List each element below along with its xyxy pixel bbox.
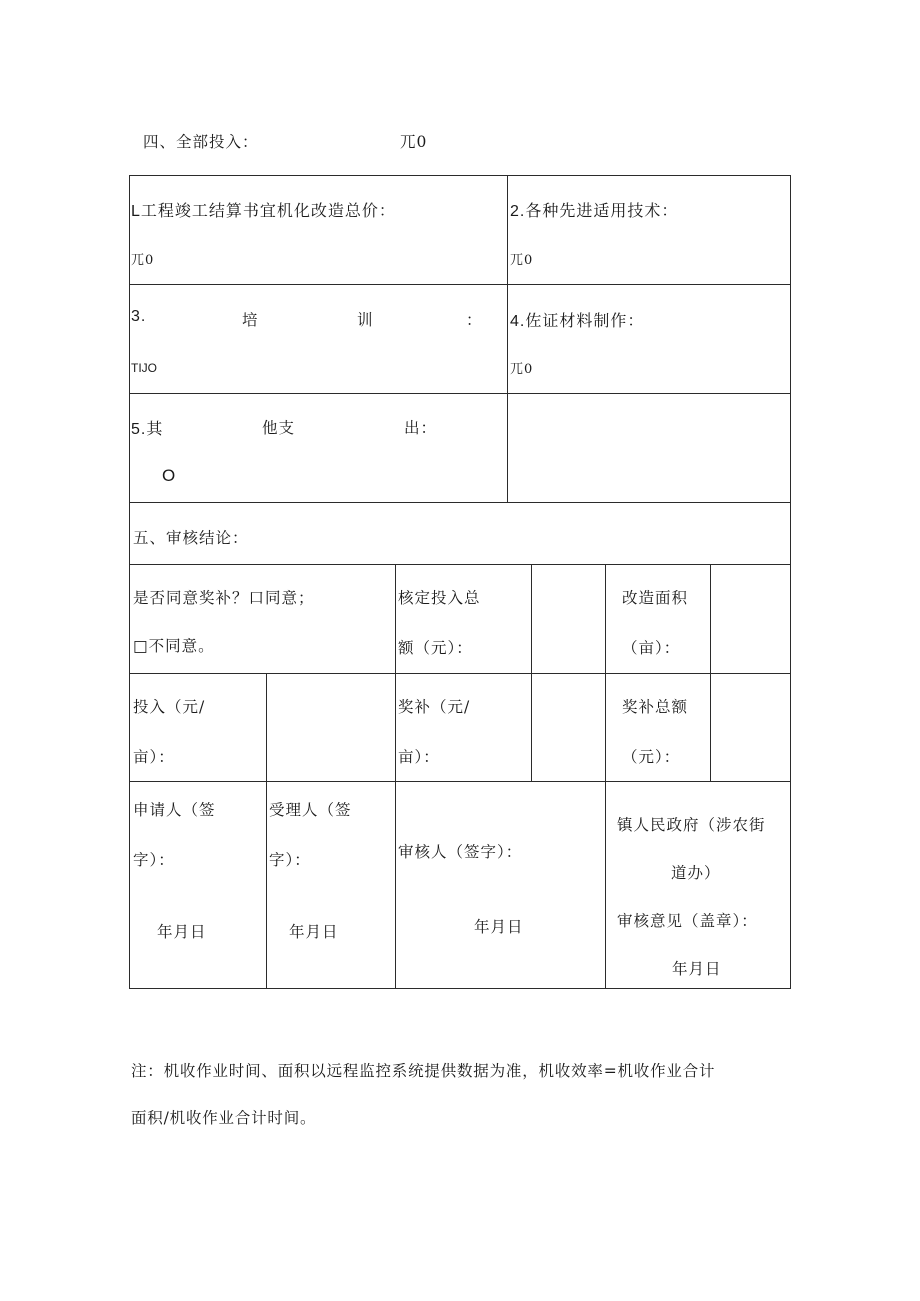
- invest-per-mu-label-1: 投入（元/: [133, 698, 206, 716]
- cost-item-3-number: 3.: [131, 308, 147, 325]
- table-rule: [129, 673, 791, 674]
- cost-item-1-value: 兀0: [131, 253, 155, 268]
- invest-per-mu-label-2: 亩）：: [133, 748, 175, 766]
- gov-opinion-label-1: 镇人民政府（涉农街: [617, 816, 766, 834]
- cost-item-2-value: 兀0: [510, 253, 534, 268]
- table-rule-vertical: [605, 564, 606, 989]
- table-rule-vertical: [710, 564, 711, 782]
- review-section-title: 五、审核结论：: [133, 529, 249, 547]
- agree-question: 是否同意奖补？口同意；: [133, 589, 315, 607]
- table-rule: [129, 781, 791, 782]
- table-rule: [129, 284, 791, 285]
- area-label-1: 改造面积: [622, 589, 689, 607]
- applicant-signature-label-1: 申请人（签: [133, 801, 216, 819]
- cost-item-5-number: 5.其: [131, 421, 164, 438]
- table-border-bottom: [129, 988, 791, 989]
- cost-item-5-char-3: 出：: [404, 419, 438, 437]
- cost-item-5-value: O: [162, 466, 177, 485]
- subsidy-per-mu-label-1: 奖补（元/: [398, 698, 471, 716]
- footnote-line-2: 面积/机收作业合计时间。: [131, 1109, 317, 1127]
- cost-item-1-label: L工程竣工结算书宜机化改造总价：: [131, 203, 396, 220]
- applicant-signature-label-2: 字）：: [133, 851, 175, 869]
- reviewer-signature-label: 审核人（签字）：: [398, 843, 523, 861]
- cost-item-3-char-1: 培: [242, 311, 259, 329]
- subsidy-total-label-2: （元）：: [622, 748, 681, 766]
- receiver-date: 年月日: [289, 923, 339, 941]
- table-rule-vertical: [395, 564, 396, 989]
- approved-total-label-1: 核定投入总: [398, 589, 481, 607]
- cost-item-2-label: 2.各种先进适用技术：: [510, 203, 679, 220]
- table-rule-vertical: [531, 564, 532, 782]
- receiver-signature-label-2: 字）：: [269, 851, 311, 869]
- subsidy-total-label-1: 奖补总额: [622, 698, 689, 716]
- cost-item-3-value: TIJO: [131, 361, 157, 375]
- applicant-date: 年月日: [157, 923, 207, 941]
- subsidy-per-mu-label-2: 亩）：: [398, 748, 440, 766]
- table-border-right: [790, 175, 791, 989]
- table-border-top: [129, 175, 791, 176]
- cost-item-5-char-2: 他支: [262, 419, 296, 437]
- receiver-signature-label-1: 受理人（签: [269, 801, 352, 819]
- cost-item-4-label: 4.佐证材料制作：: [510, 313, 645, 330]
- table-rule: [129, 564, 791, 565]
- cost-item-3-colon: ：: [466, 311, 483, 329]
- table-rule-vertical: [266, 673, 267, 989]
- gov-opinion-label-3: 审核意见（盖章）：: [617, 912, 758, 930]
- section-four-label: 四、全部投入：: [143, 133, 259, 151]
- table-rule: [129, 393, 791, 394]
- approved-total-label-2: 额（元）：: [398, 639, 473, 657]
- gov-date: 年月日: [672, 960, 722, 978]
- cost-item-4-value: 兀0: [510, 362, 534, 377]
- gov-opinion-label-2: 道办）: [671, 864, 721, 882]
- cost-item-3-char-2: 训: [357, 311, 374, 329]
- table-border-left: [129, 175, 130, 989]
- footnote-line-1: 注：机收作业时间、面积以远程监控系统提供数据为准，机收效率=机收作业合计: [131, 1062, 716, 1080]
- area-label-2: （亩）：: [622, 639, 681, 657]
- table-rule-vertical: [507, 175, 508, 503]
- reviewer-date: 年月日: [474, 918, 524, 936]
- disagree-option: □不同意。: [133, 637, 215, 655]
- section-four-value: 兀0: [400, 133, 428, 151]
- table-rule: [129, 502, 791, 503]
